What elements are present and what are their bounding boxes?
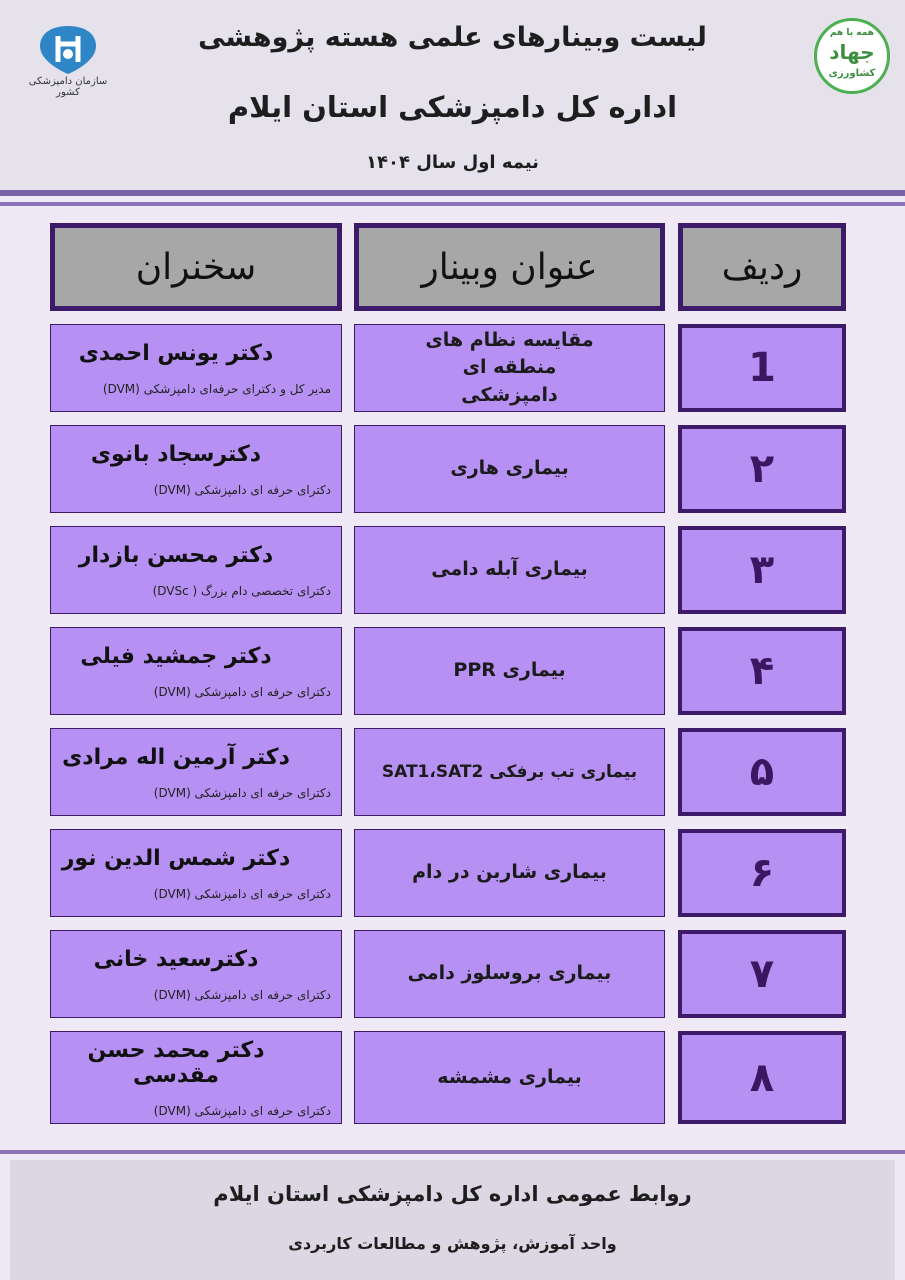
period-subtitle: نیمه اول سال ۱۴۰۴	[366, 152, 539, 173]
speaker-cell	[50, 324, 342, 412]
header-row-number	[678, 223, 846, 311]
row-number: ۲	[749, 446, 775, 492]
speaker-role: دکترای حرفه ای دامپزشکی (DVM)	[153, 482, 331, 497]
organization-title: اداره کل دامپزشکی استان ایلام	[227, 90, 678, 124]
webinar-title-cell	[354, 1031, 665, 1124]
row-number-cell	[678, 728, 846, 816]
speaker-name: دکتر یونس احمدی	[78, 340, 274, 366]
page-header	[0, 0, 905, 196]
speaker-name: دکترسجاد بانوی	[90, 441, 262, 467]
speaker-cell	[50, 526, 342, 614]
webinar-title: بیماری تب برفکی SAT1،SAT2	[381, 761, 638, 782]
webinar-title-cell	[354, 425, 665, 513]
row-number-cell	[678, 829, 846, 917]
speaker-role: دکترای تخصصی دام بزرگ ( DVSc)	[152, 583, 331, 598]
jihad-agriculture-logo	[814, 18, 890, 94]
header-webinar-title-label: عنوان وبینار	[421, 246, 598, 288]
speaker-cell	[50, 1031, 342, 1124]
page-title: لیست وبینارهای علمی هسته پژوهشی	[198, 22, 707, 53]
header-row-number-label: ردیف	[721, 246, 803, 288]
webinar-title-cell	[354, 526, 665, 614]
header-speaker-label: سخنران	[135, 246, 257, 288]
webinar-title-cell	[354, 324, 665, 412]
speaker-cell	[50, 829, 342, 917]
row-number-cell	[678, 425, 846, 513]
row-number: ۵	[749, 749, 775, 795]
logo-mid-text: جهاد	[829, 40, 875, 64]
footer-divider	[0, 1150, 905, 1154]
speaker-role: دکترای حرفه ای دامپزشکی (DVM)	[153, 785, 331, 800]
speaker-name: دکتر جمشید فیلی	[80, 643, 272, 669]
speaker-role: دکترای حرفه ای دامپزشکی (DVM)	[153, 684, 331, 699]
header-webinar-title	[354, 223, 665, 311]
logo-caption: سازمان دامپزشکی کشور	[28, 76, 108, 98]
webinar-title: بیماری بروسلوز دامی	[407, 962, 612, 985]
speaker-role: دکترای حرفه ای دامپزشکی (DVM)	[153, 886, 331, 901]
webinar-title: بیماری شاربن در دام	[412, 861, 607, 884]
webinar-title: مقایسه نظام های منطقه ای دامپزشکی	[425, 328, 594, 406]
speaker-name: دکتر شمس الدین نور	[61, 845, 291, 871]
header-divider	[0, 202, 905, 206]
webinar-title-cell	[354, 627, 665, 715]
row-number: ۶	[749, 850, 775, 896]
row-number: ۳	[749, 547, 775, 593]
row-number-cell	[678, 1031, 846, 1124]
row-number: 1	[748, 345, 776, 391]
webinar-title: بیماری هاری	[450, 457, 569, 480]
row-number-cell	[678, 526, 846, 614]
speaker-role: دکترای حرفه ای دامپزشکی (DVM)	[153, 987, 331, 1002]
speaker-cell	[50, 425, 342, 513]
page-footer	[10, 1160, 895, 1280]
header-speaker	[50, 223, 342, 311]
footer-unit: واحد آموزش، پژوهش و مطالعات کاربردی	[288, 1234, 617, 1253]
webinar-title-cell	[354, 930, 665, 1018]
row-number-cell	[678, 324, 846, 412]
speaker-cell	[50, 627, 342, 715]
row-number-cell	[678, 627, 846, 715]
speaker-cell	[50, 930, 342, 1018]
webinar-title: بیماری PPR	[453, 659, 566, 682]
logo-bottom-text: کشاورزی	[828, 68, 876, 79]
webinar-title: بیماری آبله دامی	[431, 558, 588, 581]
webinar-title: بیماری مشمشه	[437, 1065, 582, 1088]
speaker-name: دکتر محسن بازدار	[78, 542, 274, 568]
row-number: ۷	[749, 951, 775, 997]
speaker-cell	[50, 728, 342, 816]
speaker-name: دکترسعید خانی	[93, 946, 259, 972]
speaker-name: دکتر محمد حسن مقدسی	[87, 1037, 265, 1088]
speaker-name: دکتر آرمین اله مرادی	[62, 744, 290, 770]
speaker-role: دکترای حرفه ای دامپزشکی (DVM)	[153, 1103, 331, 1118]
row-number: ۴	[749, 648, 775, 694]
webinar-title-cell	[354, 728, 665, 816]
row-number-cell	[678, 930, 846, 1018]
speaker-role: مدیر کل و دکترای حرفه‌ای دامپزشکی (DVM)	[102, 381, 331, 396]
row-number: ۸	[749, 1054, 775, 1101]
webinar-title-cell	[354, 829, 665, 917]
footer-public-relations: روابط عمومی اداره کل دامپزشکی استان ایلام	[213, 1182, 692, 1206]
logo-top-text: همه با هم	[829, 28, 875, 38]
